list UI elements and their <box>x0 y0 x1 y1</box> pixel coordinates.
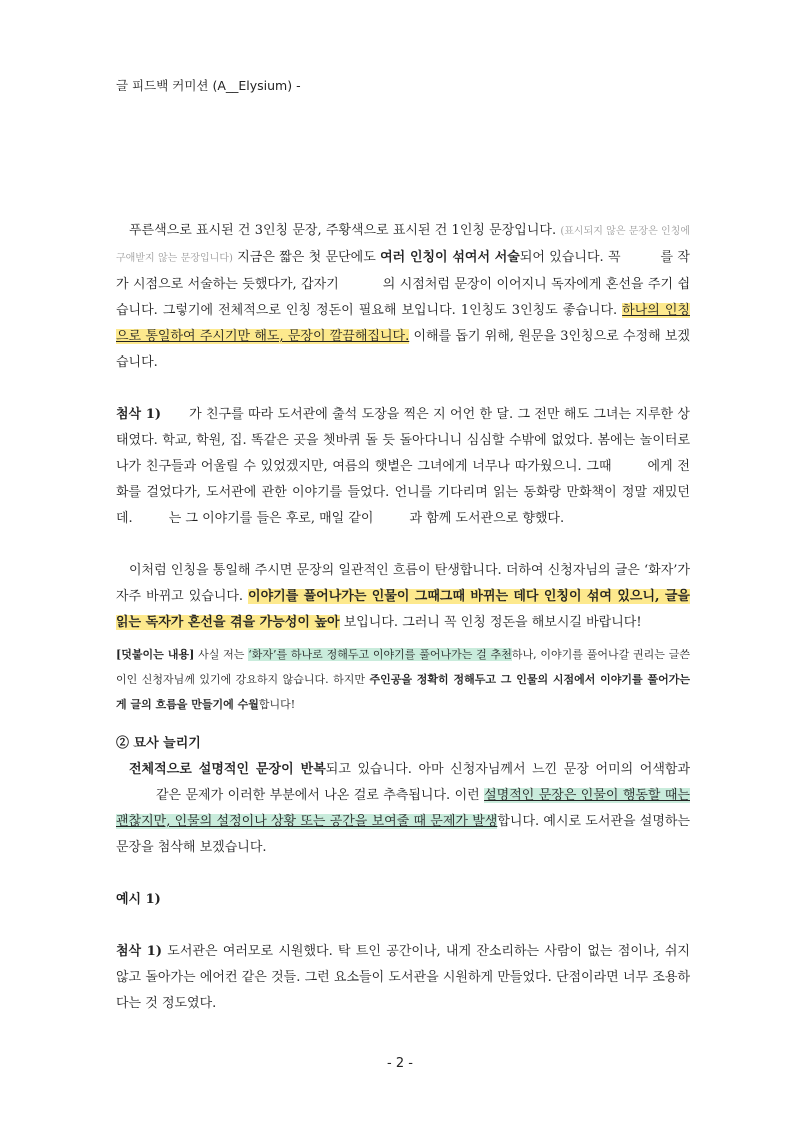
intro-emphasis: 여러 인칭이 섞여서 서술 <box>380 250 520 265</box>
p3-text: 이처럼 인칭을 통일해 주시면 문장의 일관적인 흐름이 탄생합니다. 더하여 신청자님의 글은 ‘화자’가 자주 바뀌고 있습니다. <box>116 563 690 604</box>
section-2-title: ② 묘사 늘리기 <box>116 736 201 751</box>
attach1-label: 첨삭 1) <box>116 407 162 422</box>
attach2-label: 첨삭 1) <box>116 944 162 959</box>
attach1-text: 에게 전화를 걸었다가, 도서관에 관한 이야기를 들었다. 언니를 기다리며 읽는 동화랑 만화책이 정말 재밌던데. <box>116 459 690 526</box>
intro-text: 이해를 돕기 위해, 원문을 3인칭으로 수정해 보겠습니다. <box>116 329 690 370</box>
section-2-paragraph <box>116 757 690 861</box>
note-paragraph <box>116 642 690 717</box>
attach2-paragraph <box>116 939 690 1017</box>
attach1-text: 가 친구를 따라 도서관에 출석 도장을 찍은 지 어언 한 달. 그 전만 해도 그녀는 지루한 상태였다. 학교, 학원, 집. 똑같은 곳을 쳇바퀴 돌 듯 돌아다니니 심심할 수밖에 없었다. 봄에는 놀이터로 나가 친구들과 어울릴 수 있었겠지만, 여름의 햇볕은 그녀에게 너무나 따가웠으니. 그때 <box>116 407 690 474</box>
intro-text: 지금은 짧은 첫 문단에도 <box>232 250 381 265</box>
attach1-paragraph <box>116 402 690 532</box>
spacer <box>116 717 690 731</box>
s2-emphasis: 전체적으로 설명적인 문장이 반복 <box>129 762 326 777</box>
spacer <box>116 913 690 939</box>
intro-text: 를 작가 시점으로 서술하는 듯했다가, 갑자기 <box>116 250 690 292</box>
intro-text: 푸른색으로 표시된 건 3인칭 문장, 주황색으로 표시된 건 1인칭 문장입니다. <box>129 223 561 238</box>
intro-text: 되어 있습니다. 꼭 <box>519 250 621 265</box>
paragraph-3 <box>116 558 690 636</box>
spacer <box>116 376 690 402</box>
example-title: 예시 1) <box>116 892 161 907</box>
note-text: 하나, 이야기를 풀어나갈 권리는 글쓴이인 신청자님께 있기에 강요하지 않습니다. 하지만 <box>116 648 690 686</box>
intro-note: (표시되지 않은 문장은 인칭에 구애받지 않는 문장입니다) <box>116 226 691 264</box>
note-emphasis: 주인공을 정확히 정해두고 그 인물의 시점에서 이야기를 풀어가는 게 글의 흐름을 만들기에 수월 <box>116 673 690 711</box>
note-text: 합니다! <box>258 698 296 711</box>
s2-highlight: 설명적인 문장은 인물이 행동할 때는 괜찮지만, 인물의 설정이나 상황 또는 공간을 보여줄 때 문제가 발생 <box>116 788 690 829</box>
note-text: 사실 저는 <box>194 648 249 661</box>
spacer <box>116 861 690 887</box>
intro-highlight: 하나의 인칭으로 통일하여 주시기만 해도, 문장이 깔끔해집니다. <box>116 303 690 344</box>
page-number: - 2 - <box>387 1056 413 1071</box>
intro-paragraph <box>116 218 690 376</box>
s2-text: 같은 문제가 이러한 부분에서 나온 걸로 추측됩니다. 이런 <box>156 788 485 803</box>
document-body <box>116 218 690 1017</box>
s2-text: 합니다. 예시로 도서관을 설명하는 문장을 첨삭해 보겠습니다. <box>116 814 691 855</box>
document-header: 글 피드백 커미션 (A__Elysium) - <box>116 78 301 93</box>
intro-text: 의 시점처럼 문장이 이어지니 독자에게 혼선을 주기 쉽습니다. 그렇기에 전체적으로 인칭 정돈이 필요해 보입니다. 1인칭도 3인칭도 좋습니다. <box>116 277 691 318</box>
p3-text: 보입니다. 그러니 꼭 인칭 정돈을 해보시길 바랍니다! <box>339 615 642 630</box>
p3-highlight: 이야기를 풀어나가는 인물이 그때그때 바뀌는 데다 인칭이 섞여 있으니, 글을 읽는 독자가 혼선을 겪을 가능성이 높아 <box>116 589 690 630</box>
note-highlight: ‘화자’를 하나로 정해두고 이야기를 풀어나가는 걸 추천 <box>248 648 512 661</box>
s2-text: 되고 있습니다. 아마 신청자님께서 느낀 문장 어미의 어색함과 <box>325 762 691 777</box>
note-label: [덧붙이는 내용] <box>116 648 195 661</box>
attach1-text: 는 그 이야기를 들은 후로, 매일 같이 <box>168 511 374 526</box>
attach1-text: 과 함께 도서관으로 향했다. <box>409 511 565 526</box>
attach2-text: 도서관은 여러모로 시원했다. 탁 트인 공간이나, 내게 잔소리하는 사람이 없는 점이나, 쉬지 않고 돌아가는 에어컨 같은 것들. 그런 요소들이 도서관을 시원하게 만들었다. 단점이라면 너무 조용하다는 것 정도였다. <box>116 944 690 1011</box>
spacer <box>116 532 690 558</box>
